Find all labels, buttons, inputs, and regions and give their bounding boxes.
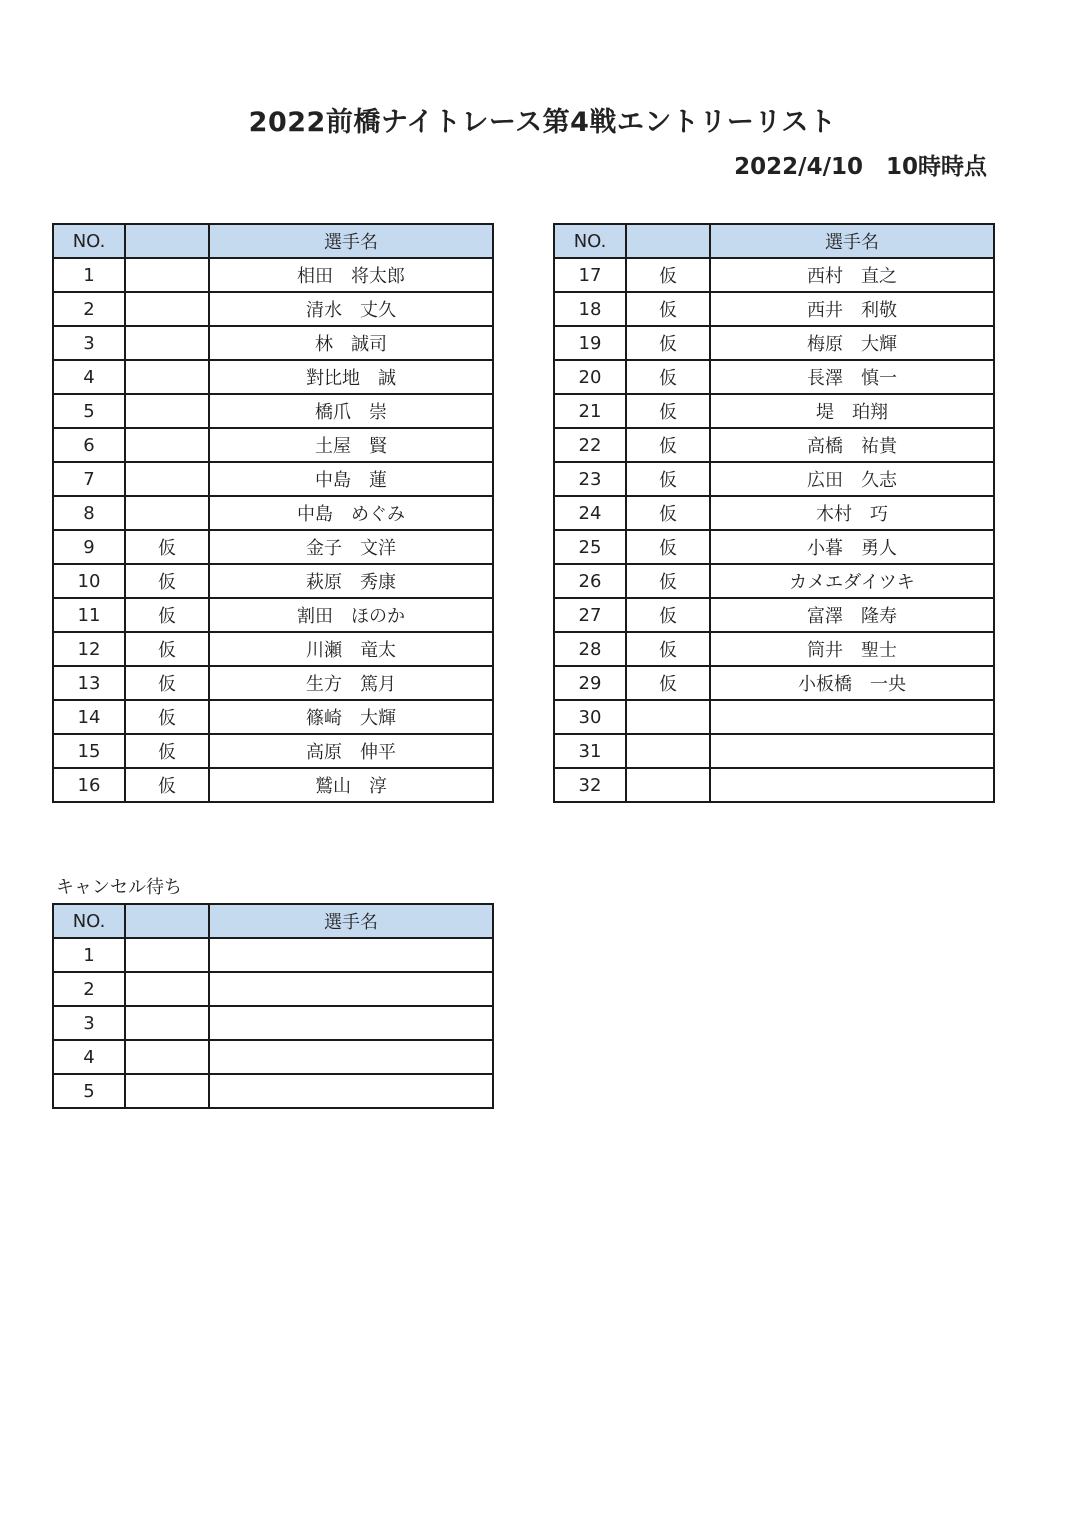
table-header-row xyxy=(53,904,493,938)
table-row xyxy=(53,258,493,292)
table-row xyxy=(554,666,994,700)
header-no: NO. xyxy=(53,904,125,938)
row-number-cell: 9 xyxy=(53,530,125,564)
row-flag-cell: 仮 xyxy=(626,598,710,632)
row-number-cell: 25 xyxy=(554,530,626,564)
row-name-cell xyxy=(209,1074,493,1108)
header-flag xyxy=(125,904,209,938)
table-row xyxy=(53,1040,493,1074)
row-flag-cell xyxy=(626,700,710,734)
row-name-cell: 高橋 祐貴 xyxy=(710,428,994,462)
table-row xyxy=(554,292,994,326)
table-row xyxy=(53,666,493,700)
row-number-cell: 20 xyxy=(554,360,626,394)
row-number-cell: 26 xyxy=(554,564,626,598)
row-name-cell: 堤 珀翔 xyxy=(710,394,994,428)
row-number-cell: 13 xyxy=(53,666,125,700)
row-name-cell: カメエダイツキ xyxy=(710,564,994,598)
row-number-cell: 10 xyxy=(53,564,125,598)
row-name-cell: 西井 利敬 xyxy=(710,292,994,326)
row-flag-cell: 仮 xyxy=(626,360,710,394)
row-flag-cell xyxy=(125,1074,209,1108)
row-flag-cell: 仮 xyxy=(125,564,209,598)
row-flag-cell xyxy=(125,496,209,530)
row-name-cell xyxy=(710,768,994,802)
row-number-cell: 1 xyxy=(53,258,125,292)
row-number-cell: 4 xyxy=(53,360,125,394)
row-flag-cell: 仮 xyxy=(125,598,209,632)
row-name-cell: 筒井 聖士 xyxy=(710,632,994,666)
row-flag-cell: 仮 xyxy=(626,564,710,598)
row-name-cell xyxy=(710,734,994,768)
row-number-cell: 8 xyxy=(53,496,125,530)
row-name-cell: 橋爪 崇 xyxy=(209,394,493,428)
header-name: 選手名 xyxy=(710,224,994,258)
row-flag-cell: 仮 xyxy=(125,632,209,666)
row-flag-cell: 仮 xyxy=(626,292,710,326)
row-number-cell: 6 xyxy=(53,428,125,462)
row-flag-cell xyxy=(125,938,209,972)
row-flag-cell xyxy=(125,292,209,326)
row-number-cell: 5 xyxy=(53,1074,125,1108)
row-flag-cell xyxy=(125,360,209,394)
table-row xyxy=(53,428,493,462)
table-row xyxy=(554,564,994,598)
row-name-cell: 林 誠司 xyxy=(209,326,493,360)
row-name-cell: 土屋 賢 xyxy=(209,428,493,462)
row-name-cell: 割田 ほのか xyxy=(209,598,493,632)
row-name-cell: 小暮 勇人 xyxy=(710,530,994,564)
table-row xyxy=(554,598,994,632)
table-row xyxy=(554,360,994,394)
row-number-cell: 21 xyxy=(554,394,626,428)
table-row xyxy=(53,632,493,666)
row-number-cell: 2 xyxy=(53,292,125,326)
row-number-cell: 12 xyxy=(53,632,125,666)
table-row xyxy=(554,734,994,768)
table-header-row xyxy=(554,224,994,258)
row-name-cell: 相田 将太郎 xyxy=(209,258,493,292)
entry-table-right xyxy=(553,223,995,803)
row-number-cell: 1 xyxy=(53,938,125,972)
row-number-cell: 29 xyxy=(554,666,626,700)
row-name-cell: 長澤 慎一 xyxy=(710,360,994,394)
row-flag-cell xyxy=(125,1006,209,1040)
table-row xyxy=(554,496,994,530)
header-flag xyxy=(125,224,209,258)
row-name-cell: 西村 直之 xyxy=(710,258,994,292)
table-row xyxy=(53,938,493,972)
row-flag-cell xyxy=(125,394,209,428)
row-name-cell: 鷲山 淳 xyxy=(209,768,493,802)
table-row xyxy=(53,768,493,802)
table-row xyxy=(53,530,493,564)
row-name-cell xyxy=(710,700,994,734)
row-flag-cell: 仮 xyxy=(626,530,710,564)
table-row xyxy=(53,598,493,632)
row-flag-cell: 仮 xyxy=(626,428,710,462)
table-row xyxy=(554,462,994,496)
row-flag-cell xyxy=(626,768,710,802)
table-row xyxy=(554,700,994,734)
row-name-cell: 萩原 秀康 xyxy=(209,564,493,598)
row-number-cell: 11 xyxy=(53,598,125,632)
table-row xyxy=(554,326,994,360)
row-name-cell: 梅原 大輝 xyxy=(710,326,994,360)
page-title: 2022前橋ナイトレース第4戦エントリーリスト xyxy=(248,107,837,138)
table-row xyxy=(53,700,493,734)
header-no: NO. xyxy=(53,224,125,258)
table-row xyxy=(53,394,493,428)
row-flag-cell: 仮 xyxy=(125,530,209,564)
row-number-cell: 16 xyxy=(53,768,125,802)
cancel-waitlist-label: キャンセル待ち xyxy=(56,877,182,898)
row-flag-cell xyxy=(125,462,209,496)
row-number-cell: 4 xyxy=(53,1040,125,1074)
row-number-cell: 22 xyxy=(554,428,626,462)
row-flag-cell: 仮 xyxy=(125,768,209,802)
row-flag-cell: 仮 xyxy=(626,326,710,360)
table-row xyxy=(53,564,493,598)
row-name-cell xyxy=(209,938,493,972)
header-flag xyxy=(626,224,710,258)
row-number-cell: 3 xyxy=(53,1006,125,1040)
row-flag-cell: 仮 xyxy=(626,666,710,700)
row-name-cell: 生方 篤月 xyxy=(209,666,493,700)
row-number-cell: 27 xyxy=(554,598,626,632)
row-name-cell: 中島 蓮 xyxy=(209,462,493,496)
row-name-cell: 清水 丈久 xyxy=(209,292,493,326)
row-name-cell: 広田 久志 xyxy=(710,462,994,496)
table-row xyxy=(554,632,994,666)
row-number-cell: 31 xyxy=(554,734,626,768)
table-row xyxy=(53,1074,493,1108)
row-name-cell: 金子 文洋 xyxy=(209,530,493,564)
row-number-cell: 32 xyxy=(554,768,626,802)
table-row xyxy=(53,462,493,496)
table-row xyxy=(53,496,493,530)
row-number-cell: 19 xyxy=(554,326,626,360)
row-number-cell: 5 xyxy=(53,394,125,428)
row-flag-cell: 仮 xyxy=(626,496,710,530)
row-number-cell: 3 xyxy=(53,326,125,360)
row-flag-cell xyxy=(125,972,209,1006)
header-name: 選手名 xyxy=(209,224,493,258)
row-name-cell xyxy=(209,1040,493,1074)
row-name-cell: 高原 伸平 xyxy=(209,734,493,768)
row-name-cell: 中島 めぐみ xyxy=(209,496,493,530)
row-name-cell: 富澤 隆寿 xyxy=(710,598,994,632)
table-row xyxy=(53,326,493,360)
row-name-cell: 木村 巧 xyxy=(710,496,994,530)
table-row xyxy=(554,428,994,462)
table-row xyxy=(53,1006,493,1040)
row-name-cell: 小板橋 一央 xyxy=(710,666,994,700)
table-row xyxy=(554,394,994,428)
row-flag-cell: 仮 xyxy=(125,734,209,768)
row-name-cell: 篠崎 大輝 xyxy=(209,700,493,734)
row-flag-cell xyxy=(125,1040,209,1074)
table-row xyxy=(53,734,493,768)
as-of-datetime: 2022/4/10 10時時点 xyxy=(734,154,987,180)
row-name-cell xyxy=(209,1006,493,1040)
entry-table-left xyxy=(52,223,494,803)
row-number-cell: 15 xyxy=(53,734,125,768)
row-name-cell: 川瀬 竜太 xyxy=(209,632,493,666)
table-row xyxy=(554,530,994,564)
header-name: 選手名 xyxy=(209,904,493,938)
row-flag-cell: 仮 xyxy=(125,666,209,700)
row-number-cell: 14 xyxy=(53,700,125,734)
table-row xyxy=(53,292,493,326)
row-number-cell: 24 xyxy=(554,496,626,530)
table-row xyxy=(554,768,994,802)
header-no: NO. xyxy=(554,224,626,258)
row-number-cell: 18 xyxy=(554,292,626,326)
row-flag-cell: 仮 xyxy=(626,462,710,496)
cancel-waitlist-table xyxy=(52,903,494,1109)
row-flag-cell xyxy=(125,428,209,462)
row-flag-cell: 仮 xyxy=(626,258,710,292)
row-number-cell: 17 xyxy=(554,258,626,292)
row-flag-cell xyxy=(125,258,209,292)
row-flag-cell: 仮 xyxy=(626,394,710,428)
table-header-row xyxy=(53,224,493,258)
row-flag-cell xyxy=(125,326,209,360)
row-flag-cell: 仮 xyxy=(626,632,710,666)
row-number-cell: 28 xyxy=(554,632,626,666)
row-number-cell: 23 xyxy=(554,462,626,496)
row-number-cell: 7 xyxy=(53,462,125,496)
table-row xyxy=(554,258,994,292)
table-row xyxy=(53,360,493,394)
row-name-cell xyxy=(209,972,493,1006)
row-flag-cell xyxy=(626,734,710,768)
row-number-cell: 30 xyxy=(554,700,626,734)
row-number-cell: 2 xyxy=(53,972,125,1006)
row-name-cell: 對比地 誠 xyxy=(209,360,493,394)
row-flag-cell: 仮 xyxy=(125,700,209,734)
table-row xyxy=(53,972,493,1006)
